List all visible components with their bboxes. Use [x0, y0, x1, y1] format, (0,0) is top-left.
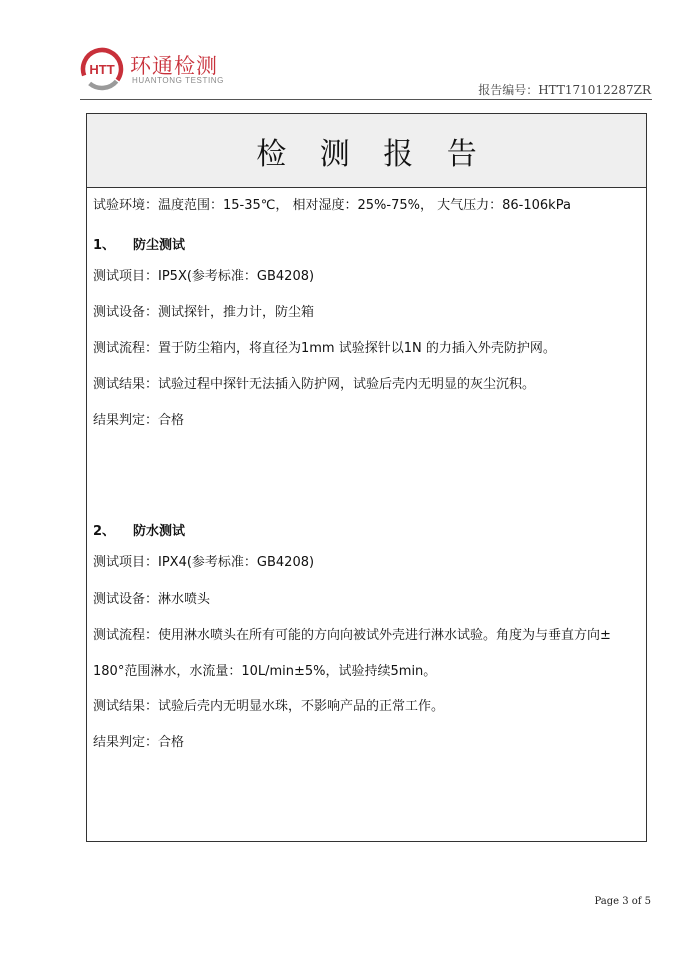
section-number: 1、	[93, 238, 116, 253]
title-band	[87, 114, 646, 188]
report-title: 检 测 报 告	[256, 136, 489, 172]
test-environment: 试验环境：温度范围：15-35℃， 相对湿度：25%-75%， 大气压力：86-106kPa	[93, 198, 571, 213]
dust-test-equipment: 测试设备：测试探针，推力计，防尘箱	[93, 305, 315, 320]
dust-test-process: 测试流程：置于防尘箱内，将直径为1mm 试验探针以1N 的力插入外壳防护网。	[93, 341, 556, 356]
water-test-equipment: 测试设备：淋水喷头	[93, 592, 211, 607]
section-number: 2、	[93, 524, 116, 539]
company-logo	[80, 45, 240, 95]
water-test-process-line1: 测试流程：使用淋水喷头在所有可能的方向向被试外壳进行淋水试验。角度为与垂直方向±	[93, 628, 611, 643]
report-number: 报告编号：HTT171012287ZR	[478, 83, 651, 97]
water-test-verdict: 结果判定：合格	[93, 735, 185, 750]
water-test-process-line2: 180°范围淋水，水流量：10L/min±5%，试验持续5min。	[93, 664, 437, 679]
report-box	[86, 113, 647, 842]
section-heading-water	[93, 520, 185, 539]
page-number: Page 3 of 5	[594, 896, 651, 907]
logo-mark-text: HTT	[89, 62, 115, 77]
dust-test-item: 测试项目：IP5X(参考标准：GB4208)	[93, 269, 315, 284]
water-test-result: 测试结果：试验后壳内无明显水珠，不影响产品的正常工作。	[93, 699, 445, 714]
header-divider	[80, 99, 652, 100]
htt-logo-icon	[80, 47, 124, 91]
logo-name-en: HUANTONG TESTING	[132, 76, 224, 85]
water-test-item: 测试项目：IPX4(参考标准：GB4208)	[93, 555, 315, 570]
logo-name-cn: 环通检测	[130, 54, 218, 78]
section-title: 防水测试	[133, 524, 186, 539]
section-heading-dust	[93, 234, 185, 253]
section-title: 防尘测试	[133, 238, 186, 253]
dust-test-result: 测试结果：试验过程中探针无法插入防护网，试验后壳内无明显的灰尘沉积。	[93, 377, 536, 392]
dust-test-verdict: 结果判定：合格	[93, 413, 185, 428]
